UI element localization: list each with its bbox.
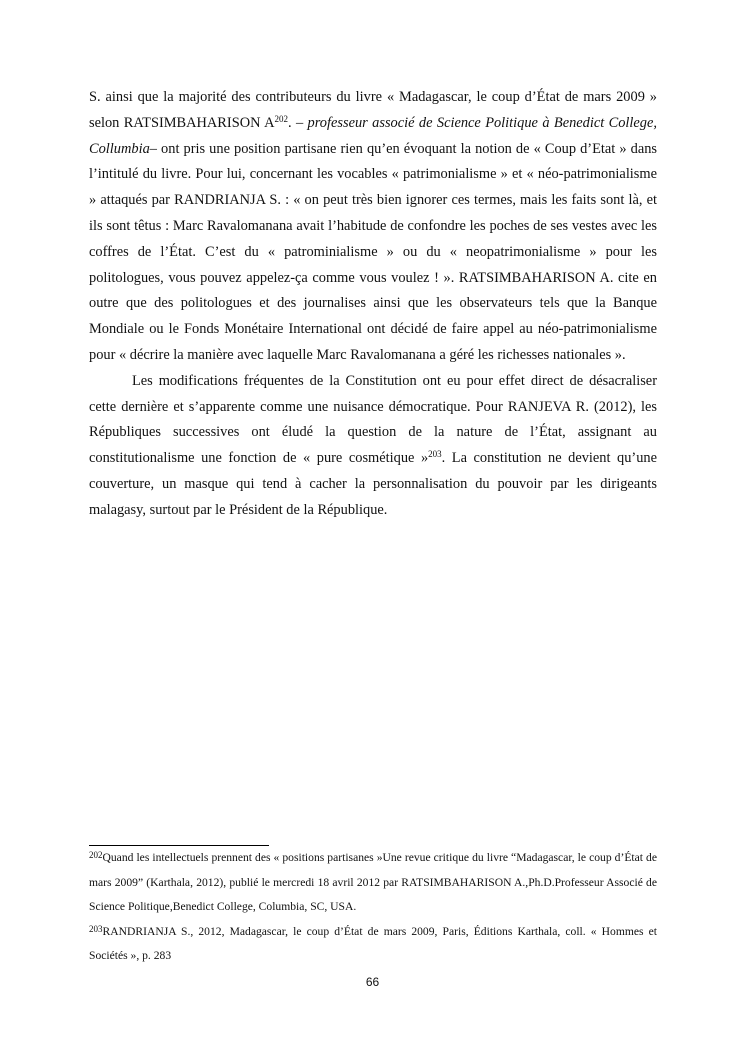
footnote-number: 202	[89, 850, 103, 860]
paragraph-1-text-d: – ont pris une position partisane rien qu’en évoquant la notion de « Coup d’Etat » dans l’intitulé du livre. Pour lui, concernant les vocables « patrimonialisme » et « néo-patrimonialisme » attaqués par RANDRIANJA S. : « on peut très bien ignorer ces termes, mais les faits sont là, et ils sont têtus : Marc Ravalomanana avait l’habitude de confondre les poches de ses vestes avec les coffres de l’État. C’est du « patrominialisme » ou du « neopatrimonialisme » pour les politologues, vous pouvez appelez-ça comme vous voulez ! ». RATSIMBAHARISON A. cite en outre que des politologues et des journalises ainsi que les observateurs tels que la Banque Mondiale ou le Fonds Monétaire International ont décidé de faire appel au néo-patrimonialisme pour « décrire la manière avec laquelle Marc Ravalomanana a géré les richesses nationales ».	[89, 140, 657, 363]
footnote-203	[89, 920, 657, 969]
footnotes	[89, 846, 657, 969]
paragraph-1-text-a: S. ainsi que la majorité des contributeurs du livre « Madagascar, le coup d’État de mars 2009 » selon RATSIMBAHARISON A	[89, 89, 657, 131]
paragraph-2-text-a: Les modifications fréquentes de la Constitution ont eu pour effet direct de désacraliser cette dernière et s’apparente comme une nuisance démocratique. Pour RANJEVA R. (2012), les Républiques successives ont éludé la question de la nature de l’État, assignant au constitutionalisme une fonction de « pure cosmétique »	[89, 372, 657, 467]
paragraph-1-italic-affiliation: professeur associé de Science Politique à Benedict College, Collumbia	[89, 114, 657, 157]
paragraph-2	[89, 369, 657, 524]
footnote-text: RANDRIANJA S., 2012, Madagascar, le coup d’État de mars 2009, Paris, Éditions Karthala, coll. « Hommes et Sociétés », p. 283	[89, 924, 657, 962]
footnote-ref-202: 202	[274, 113, 288, 124]
footnote-202	[89, 846, 657, 920]
paragraph-1	[89, 85, 657, 369]
footnote-number: 203	[89, 923, 103, 934]
paragraph-2-text-b: . La constitution ne devient qu’une couverture, un masque qui tend à cacher la personnalisation du pouvoir par les dirigeants malagasy, surtout par le Président de la République.	[89, 450, 657, 518]
body-text	[89, 85, 657, 524]
footnote-text: Quand les intellectuels prennent des « positions partisanes »Une revue critique du livre “Madagascar, le coup d’État de mars 2009” (Karthala, 2012), publié le mercredi 18 avril 2012 par RATSIMBAHARISON A.,Ph.D.Professeur Associé de Science Politique,Benedict College, Columbia, SC, USA.	[89, 851, 657, 913]
footnote-ref-203: 203	[428, 449, 442, 460]
page-number: 66	[365, 975, 380, 989]
paragraph-1-text-b: . –	[287, 114, 308, 131]
